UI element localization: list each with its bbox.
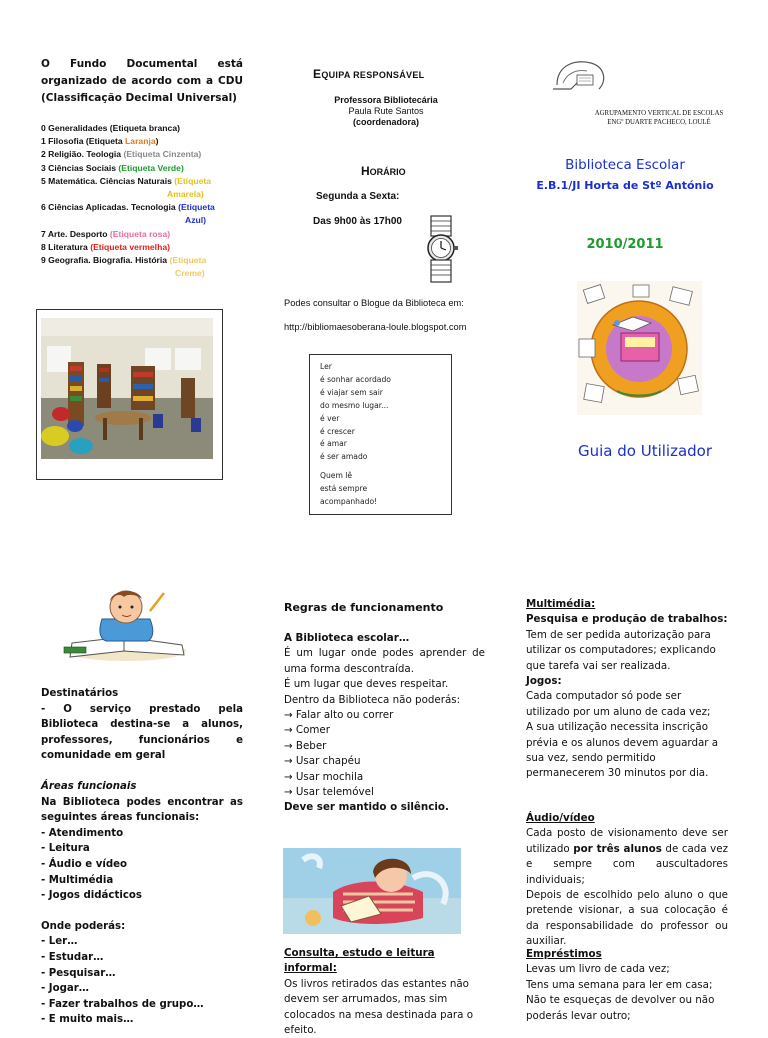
rules-item: → Beber xyxy=(284,739,327,752)
poem-line: é viajar sem sair xyxy=(320,387,383,397)
poem-line: é ver xyxy=(320,413,340,423)
rules-closing: Deve ser mantido o silêncio. xyxy=(284,801,449,814)
cdu-item-6 xyxy=(41,201,241,227)
blog-text: Podes consultar o Blogue da Biblioteca em: xyxy=(284,298,464,308)
library-photo xyxy=(41,318,213,459)
rules-item: → Usar telemóvel xyxy=(284,786,374,799)
where-item: - E muito mais… xyxy=(41,1014,134,1026)
poem-line: é crescer xyxy=(320,426,355,436)
poem-closing-line: acompanhado! xyxy=(320,497,378,507)
loans-section xyxy=(526,947,728,1024)
cdu-item-tag2: Amarela) xyxy=(167,189,204,200)
blog-url[interactable]: http://bibliomaesoberana-loule.blogspot.com xyxy=(284,322,467,332)
poem-line: é amar xyxy=(320,439,347,449)
audio-video-text-bold: por três alunos xyxy=(573,842,662,855)
loans-line: Levas um livro de cada vez; xyxy=(526,963,670,976)
cdu-item-tag: (Etiqueta Cinzenta) xyxy=(123,149,202,160)
rules-title: Regras de funcionamento xyxy=(284,601,444,614)
cdu-item-8 xyxy=(41,241,241,254)
cdu-item-3 xyxy=(41,162,241,175)
hours-days: Segunda a Sexta: xyxy=(316,191,400,202)
rules-paragraph: É um lugar que deves respeitar. xyxy=(284,678,449,691)
consult-title: Consulta, estudo e leitura informal: xyxy=(284,947,435,975)
where-title: Onde poderás: xyxy=(41,920,126,932)
areas-text: Na Biblioteca podes encontrar as seguintes áreas funcionais: xyxy=(41,796,243,824)
cdu-item-tag: (Etiqueta xyxy=(178,202,215,213)
reading-girl-illustration xyxy=(283,848,461,934)
school-group xyxy=(586,109,732,127)
cdu-item-label: 2 Religião. Teologia xyxy=(41,149,124,160)
reading-boy-illustration xyxy=(64,585,202,661)
area-item: - Multimédia xyxy=(41,874,114,886)
cdu-item-label: 6 Ciências Aplicadas. Tecnologia xyxy=(41,202,179,213)
areas-title: Áreas funcionais xyxy=(41,780,137,792)
destinatarios-section xyxy=(41,686,243,1028)
where-item: - Fazer trabalhos de grupo… xyxy=(41,998,204,1010)
poem-line: é sonhar acordado xyxy=(320,374,391,384)
games-text: Cada computador só pode ser utilizado por um aluno de cada vez; A sua utilização necessita inscrição prévia e os alunos devem aguardar a sua vez, sendo permitido permanecerem 30 minutos por dia. xyxy=(526,690,719,780)
multimedia-subtitle: Pesquisa e produção de trabalhos: xyxy=(526,613,728,626)
library-subtitle: E.B.1/JI Horta de Stº António xyxy=(536,179,714,192)
hours-title-rest: ORÁRIO xyxy=(369,167,406,177)
cdu-item-tag2: Azul) xyxy=(185,215,207,226)
area-item: - Áudio e vídeo xyxy=(41,858,128,870)
loans-line: Tens uma semana para ler em casa; xyxy=(526,978,713,991)
cdu-list xyxy=(41,122,241,280)
poem-line: é ser amado xyxy=(320,452,368,462)
poem-line: do mesmo lugar... xyxy=(320,400,389,410)
cdu-item-label: 0 Generalidades (Etiqueta branca) xyxy=(41,123,180,133)
multimedia-title: Multimédia: xyxy=(526,598,596,610)
school-logo xyxy=(551,55,611,97)
multimedia-section xyxy=(526,597,728,782)
consult-text: Os livros retirados das estantes não devem ser arrumados, mas sim colocados na mesa destinada para o efeito. xyxy=(284,977,474,1037)
poem-closing-line: Quem lê xyxy=(320,471,353,481)
team-coord: (coordenadora) xyxy=(352,117,419,127)
cdu-item-close: ) xyxy=(155,136,159,147)
cdu-item-9 xyxy=(41,254,241,280)
school-group-line: ENGº DUARTE PACHECO, LOULÉ xyxy=(607,119,711,126)
cdu-item-2 xyxy=(41,148,241,161)
cdu-item-1 xyxy=(41,135,241,148)
loans-title: Empréstimos xyxy=(526,948,602,960)
where-item: - Ler… xyxy=(41,936,78,948)
rules-item: → Comer xyxy=(284,724,330,737)
poem-closing-line: está sempre xyxy=(320,484,368,494)
cdu-item-label: 9 Geografia. Biografia. História xyxy=(41,255,170,266)
area-item: - Leitura xyxy=(41,843,90,855)
games-title: Jogos: xyxy=(526,675,562,688)
cdu-item-7 xyxy=(41,228,241,241)
cdu-item-label: 8 Literatura xyxy=(41,241,91,252)
cdu-item-tag: (Etiqueta rosa) xyxy=(109,228,171,239)
cdu-item-label: 7 Arte. Desporto xyxy=(41,228,110,239)
consult-section xyxy=(284,946,474,1038)
area-item: - Atendimento xyxy=(41,827,124,839)
cdu-item-5 xyxy=(41,175,241,201)
school-group-line: AGRUPAMENTO VERTICAL DE ESCOLAS xyxy=(594,110,724,117)
cdu-item-label: 1 Filosofia (Etiqueta xyxy=(41,136,126,147)
cdu-item-0 xyxy=(41,122,241,135)
rules-section xyxy=(284,631,485,816)
cdu-item-tag: (Etiqueta xyxy=(169,255,207,266)
team-role: Professora Bibliotecária xyxy=(334,95,438,105)
loans-line: Não te esqueças de devolver ou não poderás levar outro; xyxy=(526,994,715,1022)
destinatarios-text: - O serviço prestado pela Biblioteca destina-se a alunos, professores, funcionários e comunidade em geral xyxy=(41,703,243,762)
team-title-initial: E xyxy=(313,67,322,81)
cdu-item-label: 3 Ciências Sociais xyxy=(41,162,119,173)
cdu-intro: O Fundo Documental está organizado de acordo com a CDU (Classificação Decimal Universal) xyxy=(41,58,243,104)
cdu-item-label: 5 Matemática. Ciências Naturais xyxy=(41,175,175,186)
rules-subtitle: A Biblioteca escolar… xyxy=(284,632,410,644)
cdu-item-tag: (Etiqueta Verde) xyxy=(118,162,184,173)
where-item: - Estudar… xyxy=(41,951,104,963)
cdu-item-tag: (Etiqueta xyxy=(174,175,212,186)
school-year: 2010/2011 xyxy=(586,237,664,252)
rules-item: → Usar mochila xyxy=(284,770,364,783)
library-emblem xyxy=(577,281,702,415)
area-item: - Jogos didácticos xyxy=(41,890,142,902)
team-name: Paula Rute Santos xyxy=(348,106,424,116)
team-title xyxy=(313,67,463,81)
audio-video-text-a: Cada posto de visionamento deve ser utilizado xyxy=(526,827,728,855)
rules-paragraph: Dentro da Biblioteca não poderás: xyxy=(284,693,461,706)
audio-video-text xyxy=(526,826,728,888)
multimedia-text: Tem de ser pedida autorização para utilizar os computadores; explicando que tarefa vai ser realizada. xyxy=(526,628,716,672)
audio-video-section xyxy=(526,811,728,950)
where-item: - Pesquisar… xyxy=(41,967,116,979)
audio-video-title: Áudio/vídeo xyxy=(526,812,595,824)
library-title: Biblioteca Escolar xyxy=(565,157,685,173)
cdu-item-tag: (Etiqueta vermelha) xyxy=(90,241,170,252)
team-title-rest: QUIPA RESPONSÁVEL xyxy=(321,70,425,80)
hours-title xyxy=(361,164,406,178)
guide-title: Guia do Utilizador xyxy=(577,442,713,460)
poem-box xyxy=(309,354,452,515)
cdu-item-tag2: Creme) xyxy=(175,268,205,279)
poem-line: Ler xyxy=(320,362,332,371)
watch-icon xyxy=(421,214,461,284)
audio-video-text-c: Depois de escolhido pelo aluno o que pretende visionar, a sua colocação é da responsabilidade do professor ou auxiliar. xyxy=(526,889,728,948)
where-item: - Jogar… xyxy=(41,983,89,995)
rules-paragraph: É um lugar onde podes aprender de uma forma descontraída. xyxy=(284,647,485,675)
hours-title-initial: H xyxy=(361,164,370,178)
hours-time: Das 9h00 às 17h00 xyxy=(313,216,402,227)
team-block xyxy=(300,95,472,128)
rules-item: → Usar chapéu xyxy=(284,755,361,768)
cdu-item-tag: Laranja xyxy=(125,136,156,147)
rules-item: → Falar alto ou correr xyxy=(284,709,394,722)
destinatarios-title: Destinatários xyxy=(41,688,119,699)
audio-video-text-b: de cada vez e sempre com auscultadores individuais; xyxy=(526,842,728,886)
